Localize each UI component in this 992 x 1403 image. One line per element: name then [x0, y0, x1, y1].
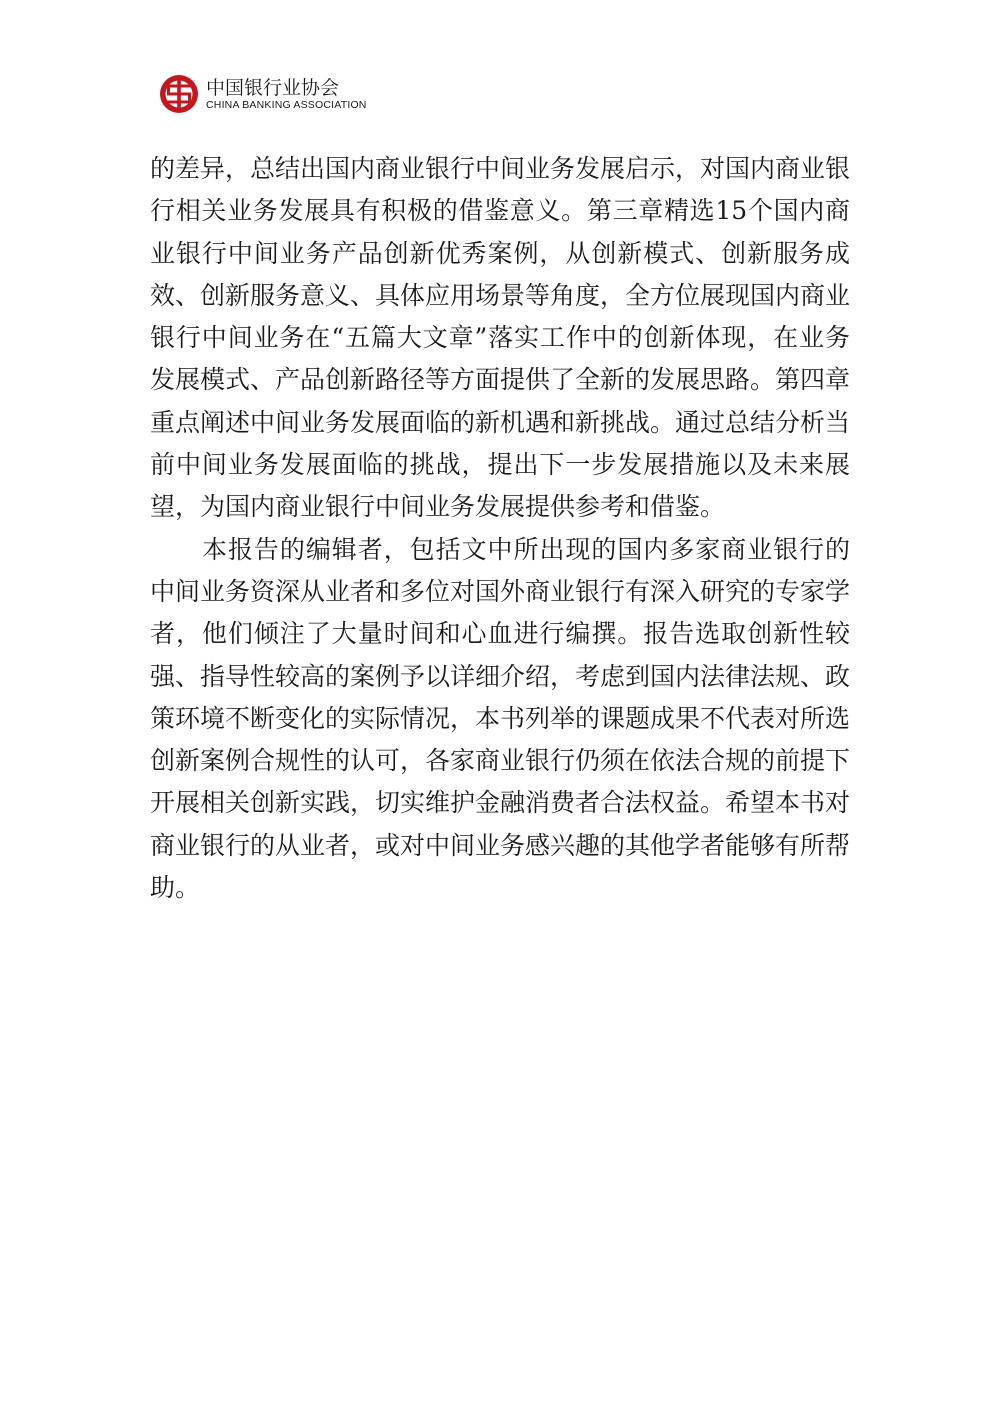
org-name-cn: 中国银行业协会 [206, 76, 340, 99]
paragraph-1: 的差异，总结出国内商业银行中间业务发展启示，对国内商业银行相关业务发展具有积极的借鉴意义。第三章精选15个国内商业银行中间业务产品创新优秀案例，从创新模式、创新服务成效、创新服务意义、具体应用场景等角度，全方位展现国内商业银行中间业务在“五篇大文章”落实工作中的创新体现，在业务发展模式、产品创新路径等方面提供了全新的发展思路。第四章重点阐述中间业务发展面临的新机遇和新挑战。通过总结分析当前中间业务发展面临的挑战，提出下一步发展措施以及未来展望，为国内商业银行中间业务发展提供参考和借鉴。 [150, 154, 851, 522]
cba-logo-icon [158, 73, 200, 115]
org-name-block [206, 77, 367, 112]
document-body [150, 148, 850, 909]
org-name-en: CHINA BANKING ASSOCIATION [206, 98, 367, 111]
paragraph-2: 本报告的编辑者，包括文中所出现的国内多家商业银行的中间业务资深从业者和多位对国外商业银行有深入研究的专家学者，他们倾注了大量时间和心血进行编撰。报告选取创新性较强、指导性较高的案例予以详细介绍，考虑到国内法律法规、政策环境不断变化的实际情况，本书列举的课题成果不代表对所选创新案例合规性的认可，各家商业银行仍须在依法合规的前提下开展相关创新实践，切实维护金融消费者合法权益。希望本书对商业银行的从业者，或对中间业务感兴趣的其他学者能够有所帮助。 [150, 534, 851, 903]
page-header [158, 72, 367, 116]
